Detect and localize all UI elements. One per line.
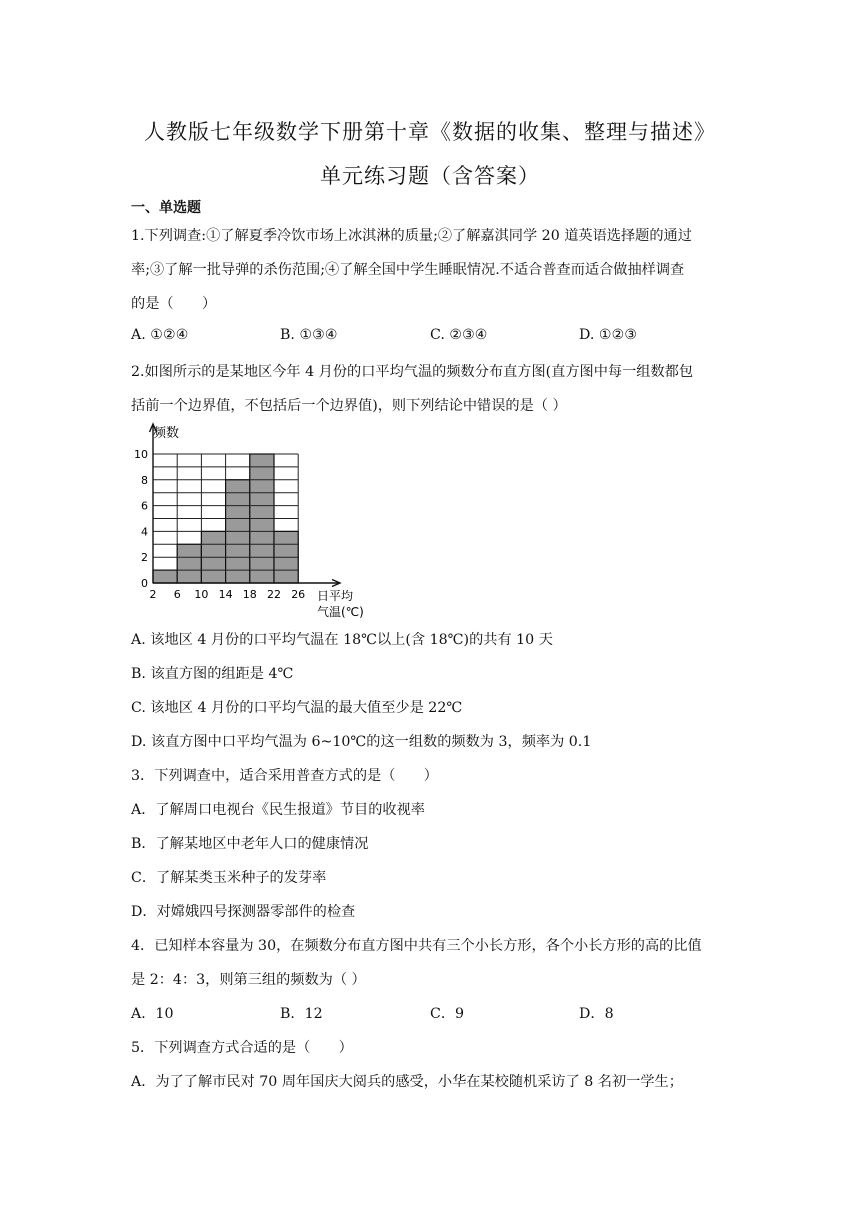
q3-option-a: A．了解周口电视台《民生报道》节目的收视率 xyxy=(131,802,425,818)
y-tick-label: 6 xyxy=(141,499,148,513)
q1-option-c: C. ②③④ xyxy=(430,327,488,343)
q1-option-d: D. ①②③ xyxy=(579,327,638,343)
document-title-line1: 人教版七年级数学下册第十章《数据的收集、整理与描述》 xyxy=(144,120,716,144)
q1-line-1: 1.下列调查:①了解夏季冷饮市场上冰淇淋的质量;②了解嘉淇同学 20 道英语选择题的通过 xyxy=(131,228,692,244)
q5-stem: 5．下列调查方式合适的是（ ） xyxy=(131,1040,353,1056)
q4-option-a: A．10 xyxy=(131,1006,174,1022)
y-axis-label: 频数 xyxy=(153,426,180,441)
q1-option-b: B. ①③④ xyxy=(280,327,338,343)
q4-option-b: B．12 xyxy=(280,1006,323,1022)
q4-option-d: D．8 xyxy=(579,1006,614,1022)
y-tick-label: 2 xyxy=(141,551,148,565)
x-tick-label: 10 xyxy=(194,588,209,601)
y-tick-label: 8 xyxy=(141,473,148,487)
q3-option-d: D．对嫦娥四号探测器零部件的检查 xyxy=(131,904,356,920)
histogram-bar xyxy=(153,570,177,583)
x-tick-label: 18 xyxy=(242,588,257,601)
x-tick-label: 14 xyxy=(218,588,233,601)
q4-line-2: 是 2：4：3，则第三组的频数为（ ） xyxy=(131,972,366,988)
x-tick-label: 22 xyxy=(267,588,281,601)
q1-line-2: 率;③了解一批导弹的杀伤范围;④了解全国中学生睡眠情况.不适合普查而适合做抽样调查 xyxy=(131,262,685,278)
q2-option-a: A. 该地区 4 月份的口平均气温在 18℃以上(含 18℃)的共有 10 天 xyxy=(131,632,553,648)
q2-option-b: B. 该直方图的组距是 4℃ xyxy=(131,666,294,682)
x-tick-label: 26 xyxy=(291,588,306,601)
x-tick-label: 6 xyxy=(173,588,181,601)
q3-option-c: C．了解某类玉米种子的发芽率 xyxy=(131,870,327,886)
q1-option-a: A. ①②④ xyxy=(131,327,189,343)
q2-line-2: 括前一个边界值，不包括后一个边界值)，则下列结论中错误的是（ ） xyxy=(131,398,567,414)
q2-line-1: 2.如图所示的是某地区今年 4 月份的口平均气温的频数分布直方图(直方图中每一组数都包 xyxy=(131,364,694,380)
q1-line-3: 的是（ ） xyxy=(131,296,217,312)
document-title-line2: 单元练习题（含答案） xyxy=(320,164,540,188)
q5-option-a: A．为了了解市民对 70 周年国庆大阅兵的感受，小华在某校随机采访了 8 名初一学生； xyxy=(131,1074,683,1090)
q4-line-1: 4．已知样本容量为 30，在频数分布直方图中共有三个小长方形，各个小长方形的高的比值 xyxy=(131,938,702,954)
y-tick-label: 0 xyxy=(141,577,148,590)
section-heading: 一、单选题 xyxy=(131,200,201,216)
x-tick-label: 2 xyxy=(149,588,157,601)
y-tick-label: 4 xyxy=(141,525,148,539)
x-axis-label-line1: 日平均 xyxy=(317,589,354,603)
y-tick-label: 10 xyxy=(134,448,148,461)
q2-option-d: D. 该直方图中口平均气温为 6~10℃的这一组数的频数为 3，频率为 0.1 xyxy=(131,734,592,750)
q3-stem: 3．下列调查中，适合采用普查方式的是（ ） xyxy=(131,768,438,784)
q4-option-c: C．9 xyxy=(430,1006,465,1022)
q2-option-c: C. 该地区 4 月份的口平均气温的最大值至少是 22℃ xyxy=(131,700,463,716)
x-axis-label-line2: 气温(℃) xyxy=(317,605,364,619)
q3-option-b: B．了解某地区中老年人口的健康情况 xyxy=(131,836,369,852)
histogram-bar xyxy=(177,544,201,583)
frequency-histogram xyxy=(125,422,370,622)
